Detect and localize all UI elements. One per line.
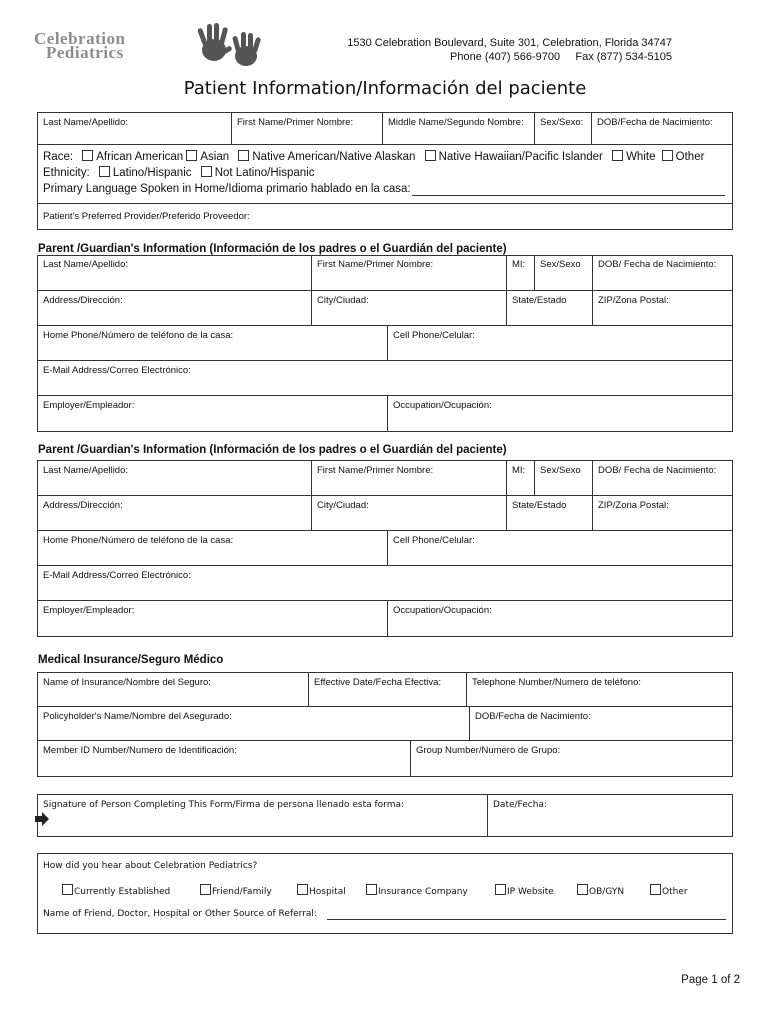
insurance-heading: Medical Insurance/Seguro Médico — [38, 654, 224, 666]
g1-mi-field[interactable]: MI: — [506, 255, 535, 291]
ethnicity-latino-checkbox[interactable] — [99, 166, 110, 177]
referral-opt-friend: Friend/Family — [200, 884, 272, 897]
race-african-american-checkbox[interactable] — [82, 150, 93, 161]
friend-family-checkbox[interactable] — [200, 884, 211, 895]
g1-email-field[interactable]: E-Mail Address/Correo Electrónico: — [37, 360, 733, 396]
referral-opt-insurance: Insurance Company — [366, 884, 468, 897]
race-asian-checkbox[interactable] — [186, 150, 197, 161]
race-row: Race: African American Asian Native American/Native Alaskan Native Hawaiian/Pacific Islander White Other — [43, 151, 705, 163]
g2-address-field[interactable]: Address/Dirección: — [37, 495, 312, 531]
g2-zip-field[interactable]: ZIP/Zona Postal: — [592, 495, 733, 531]
page-title: Patient Information/Información del paciente — [183, 78, 587, 99]
member-id-field[interactable]: Member ID Number/Numero de Identificación: — [37, 740, 411, 777]
ethnicity-row: Ethnicity: Latino/Hispanic Not Latino/Hispanic — [43, 167, 315, 179]
currently-established-checkbox[interactable] — [62, 884, 73, 895]
patient-first-name-field[interactable]: First Name/Primer Nombre: — [231, 112, 383, 145]
date-field[interactable]: Date/Fecha: — [487, 794, 733, 837]
insurance-company-checkbox[interactable] — [366, 884, 377, 895]
g2-employer-field[interactable]: Employer/Empleador: — [37, 600, 388, 637]
g2-dob-field[interactable]: DOB/ Fecha de Nacimiento: — [592, 460, 733, 496]
referral-question: How did you hear about Celebration Pediatrics? — [43, 861, 258, 871]
patient-middle-name-field[interactable]: Middle Name/Segundo Nombre: — [382, 112, 535, 145]
language-label: Primary Language Spoken in Home/Idioma primario hablado en la casa: — [43, 183, 411, 195]
clinic-address — [347, 36, 672, 64]
referral-source-input-line[interactable] — [327, 919, 726, 920]
g1-address-field[interactable]: Address/Dirección: — [37, 290, 312, 326]
signature-field[interactable]: Signature of Person Completing This Form/Firma de persona llenado esta forma: — [37, 794, 488, 837]
referral-opt-obgyn: OB/GYN — [577, 884, 624, 897]
preferred-provider-field[interactable]: Patient's Preferred Provider/Preferido Proveedor: — [37, 203, 733, 230]
g2-state-field[interactable]: State/Estado — [506, 495, 593, 531]
g1-cell-phone-field[interactable]: Cell Phone/Celular: — [387, 325, 733, 361]
insurance-telephone-field[interactable]: Telephone Number/Numero de teléfono: — [466, 672, 733, 707]
race-white-checkbox[interactable] — [612, 150, 623, 161]
referral-opt-website: IP Website — [495, 884, 554, 897]
g1-state-field[interactable]: State/Estado — [506, 290, 593, 326]
patient-last-name-field[interactable]: Last Name/Apellido: — [37, 112, 232, 145]
fax: Fax (877) 534-5105 — [575, 51, 672, 63]
language-input-line[interactable] — [412, 195, 725, 196]
ip-website-checkbox[interactable] — [495, 884, 506, 895]
g2-cell-phone-field[interactable]: Cell Phone/Celular: — [387, 530, 733, 566]
g1-sex-field[interactable]: Sex/Sexo — [534, 255, 593, 291]
race-hawaiian-checkbox[interactable] — [425, 150, 436, 161]
policyholder-name-field[interactable]: Policyholder's Name/Nombre del Asegurado: — [37, 706, 470, 741]
g2-first-name-field[interactable]: First Name/Primer Nombre: — [311, 460, 507, 496]
ob-gyn-checkbox[interactable] — [577, 884, 588, 895]
logo-line2: Pediatrics — [46, 43, 124, 62]
g1-first-name-field[interactable]: First Name/Primer Nombre: — [311, 255, 507, 291]
referral-opt-other: Other — [650, 884, 688, 897]
g2-city-field[interactable]: City/Ciudad: — [311, 495, 507, 531]
g2-last-name-field[interactable]: Last Name/Apellido: — [37, 460, 312, 496]
contact-line — [347, 50, 672, 64]
referral-opt-hospital: Hospital — [297, 884, 346, 897]
g1-occupation-field[interactable]: Occupation/Ocupación: — [387, 395, 733, 432]
g1-dob-field[interactable]: DOB/ Fecha de Nacimiento: — [592, 255, 733, 291]
page-number: Page 1 of 2 — [681, 974, 740, 986]
g1-home-phone-field[interactable]: Home Phone/Número de teléfono de la casa: — [37, 325, 388, 361]
g2-sex-field[interactable]: Sex/Sexo — [534, 460, 593, 496]
phone: Phone (407) 566-9700 — [450, 51, 561, 63]
g2-email-field[interactable]: E-Mail Address/Correo Electrónico: — [37, 565, 733, 601]
g2-occupation-field[interactable]: Occupation/Ocupación: — [387, 600, 733, 637]
ethnicity-not-latino-checkbox[interactable] — [201, 166, 212, 177]
g1-employer-field[interactable]: Employer/Empleador: — [37, 395, 388, 432]
logo-line1: Celebration — [34, 29, 126, 48]
g2-home-phone-field[interactable]: Home Phone/Número de teléfono de la casa: — [37, 530, 388, 566]
referral-other-checkbox[interactable] — [650, 884, 661, 895]
policyholder-dob-field[interactable]: DOB/Fecha de Nacimiento: — [469, 706, 733, 741]
arrow-right-icon — [34, 812, 50, 826]
group-number-field[interactable]: Group Number/Numero de Grupo: — [410, 740, 733, 777]
g1-zip-field[interactable]: ZIP/Zona Postal: — [592, 290, 733, 326]
race-other-checkbox[interactable] — [662, 150, 673, 161]
g2-mi-field[interactable]: MI: — [506, 460, 535, 496]
guardian1-heading: Parent /Guardian's Information (Información de los padres o el Guardián del paciente) — [38, 243, 507, 255]
g1-city-field[interactable]: City/Ciudad: — [311, 290, 507, 326]
insurance-name-field[interactable]: Name of Insurance/Nombre del Seguro: — [37, 672, 309, 707]
insurance-effective-date-field[interactable]: Effective Date/Fecha Efectiva: — [308, 672, 467, 707]
patient-sex-field[interactable]: Sex/Sexo: — [534, 112, 592, 145]
hospital-checkbox[interactable] — [297, 884, 308, 895]
referral-source-label: Name of Friend, Doctor, Hospital or Other Source of Referral: — [43, 909, 317, 919]
address-line: 1530 Celebration Boulevard, Suite 301, Celebration, Florida 34747 — [347, 37, 672, 49]
guardian2-heading: Parent /Guardian's Information (Información de los padres o el Guardián del paciente) — [38, 444, 507, 456]
g1-last-name-field[interactable]: Last Name/Apellido: — [37, 255, 312, 291]
handprint-icon — [192, 20, 272, 70]
logo — [34, 20, 269, 70]
race-native-american-checkbox[interactable] — [238, 150, 249, 161]
patient-dob-field[interactable]: DOB/Fecha de Nacimiento: — [591, 112, 733, 145]
referral-opt-established: Currently Established — [62, 884, 170, 897]
